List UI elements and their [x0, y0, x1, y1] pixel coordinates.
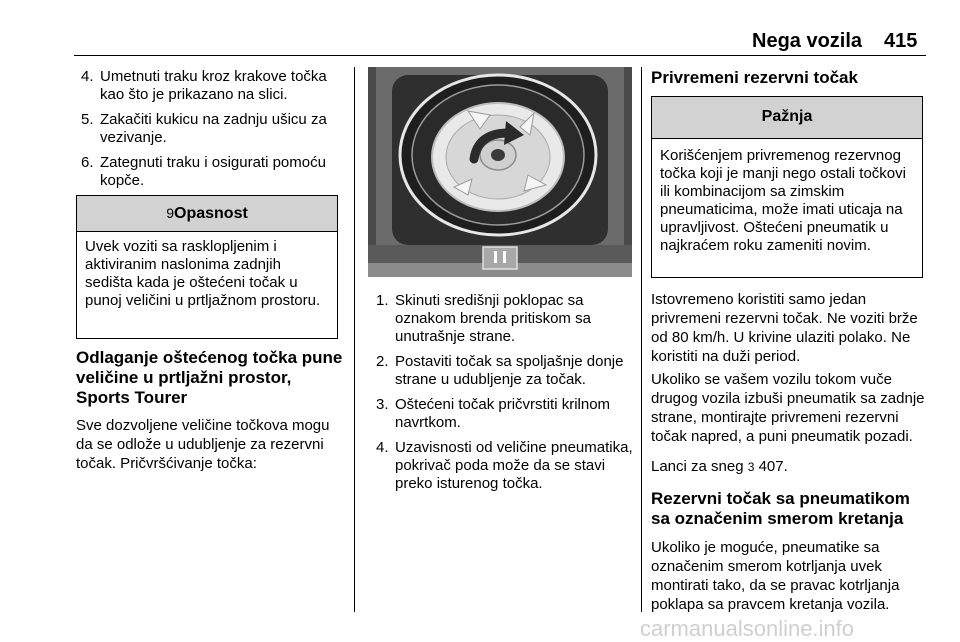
- header-title: Nega vozila: [752, 30, 863, 52]
- page-reference-link[interactable]: 407.: [754, 458, 788, 475]
- caution-box: [651, 96, 923, 278]
- list-item: 4. Umetnuti traku kroz krakove točka kao što je prikazano na slici.: [81, 68, 327, 103]
- page-number: 415: [884, 30, 918, 52]
- column-divider-2: [641, 67, 642, 612]
- caution-header: Pažnja: [652, 97, 922, 139]
- column-divider-1: [354, 67, 355, 612]
- caution-text: Korišćenjem privremenog rezervnog točka koji je manji nego ostali točkovi ili kombinacijom sa zimskim pneumaticima, može imati uticaja na upravljivost. Oštećeni pneumatik u najkraćem roku zameniti novim.: [660, 147, 906, 254]
- list-item: 2. Postaviti točak sa spoljašnje donje strane u udubljenje za točak.: [376, 353, 624, 388]
- paragraph-snow-chains: Lanci za sneg 3 407.: [651, 458, 788, 475]
- list-item: 6. Zategnuti traku i osigurati pomoću kopče.: [81, 154, 326, 189]
- steps-list-col1: [76, 68, 346, 197]
- page-reference-icon: 3: [747, 460, 755, 474]
- section-heading: Odlaganje oštećenog točka pune veličine u prtljažni prostor, Sports Tourer: [76, 348, 343, 407]
- warning-text: Uvek voziti sa rasklopljenim i aktiviranim naslonima zadnjih sedišta kada je oštećeni točak u punoj veličini u prtljažnom prostoru.: [85, 238, 321, 309]
- heading-directional-tyre: Rezervni točak sa pneumatikom sa označenim smerom kretanja: [651, 489, 910, 528]
- list-item: 4. Uzavisnosti od veličine pneumatika, pokrivač poda može da se stavi preko isturenog točka.: [376, 439, 633, 492]
- warning-title: Opasnost: [174, 205, 248, 222]
- list-item: 5. Zakačiti kukicu na zadnju ušicu za vezivanje.: [81, 111, 327, 146]
- list-item: 3. Oštećeni točak pričvrstiti krilnom navrtkom.: [376, 396, 611, 431]
- spare-wheel-illustration: [368, 67, 632, 277]
- steps-list-col2: [371, 292, 637, 500]
- page-header: [0, 0, 960, 58]
- warning-header: [77, 196, 337, 232]
- warning-box: [76, 195, 338, 339]
- section-text: Sve dozvoljene veličine točkova mogu da se odlože u udubljenje za rezervni točak. Pričvršćivanje točka:: [76, 417, 330, 472]
- header-rule: [74, 55, 926, 56]
- paragraph-towing: Ukoliko se vašem vozilu tokom vuče drugog vozila izbuši pneumatik sa zadnje strane, montirajte privremeni rezervni točak napred, a puni pneumatik pozadi.: [651, 371, 925, 445]
- watermark: carmanualsonline.info: [640, 616, 855, 641]
- paragraph-directional-tyre: Ukoliko je moguće, pneumatike sa označenim smerom kotrljanja uvek montirati tako, da se pravac kotrljanja poklapa sa pravcem kretanja vozila.: [651, 539, 900, 613]
- warning-symbol-icon: 9: [166, 205, 174, 221]
- paragraph-temporary-use: Istovremeno koristiti samo jedan privremeni rezervni točak. Ne voziti brže od 80 km/h. U krivine ulaziti polako. Ne koristiti na duži period.: [651, 291, 918, 365]
- list-item: 1. Skinuti središnji poklopac sa oznakom brenda pritiskom sa unutrašnje strane.: [376, 292, 591, 345]
- heading-temporary-spare: Privremeni rezervni točak: [651, 68, 858, 87]
